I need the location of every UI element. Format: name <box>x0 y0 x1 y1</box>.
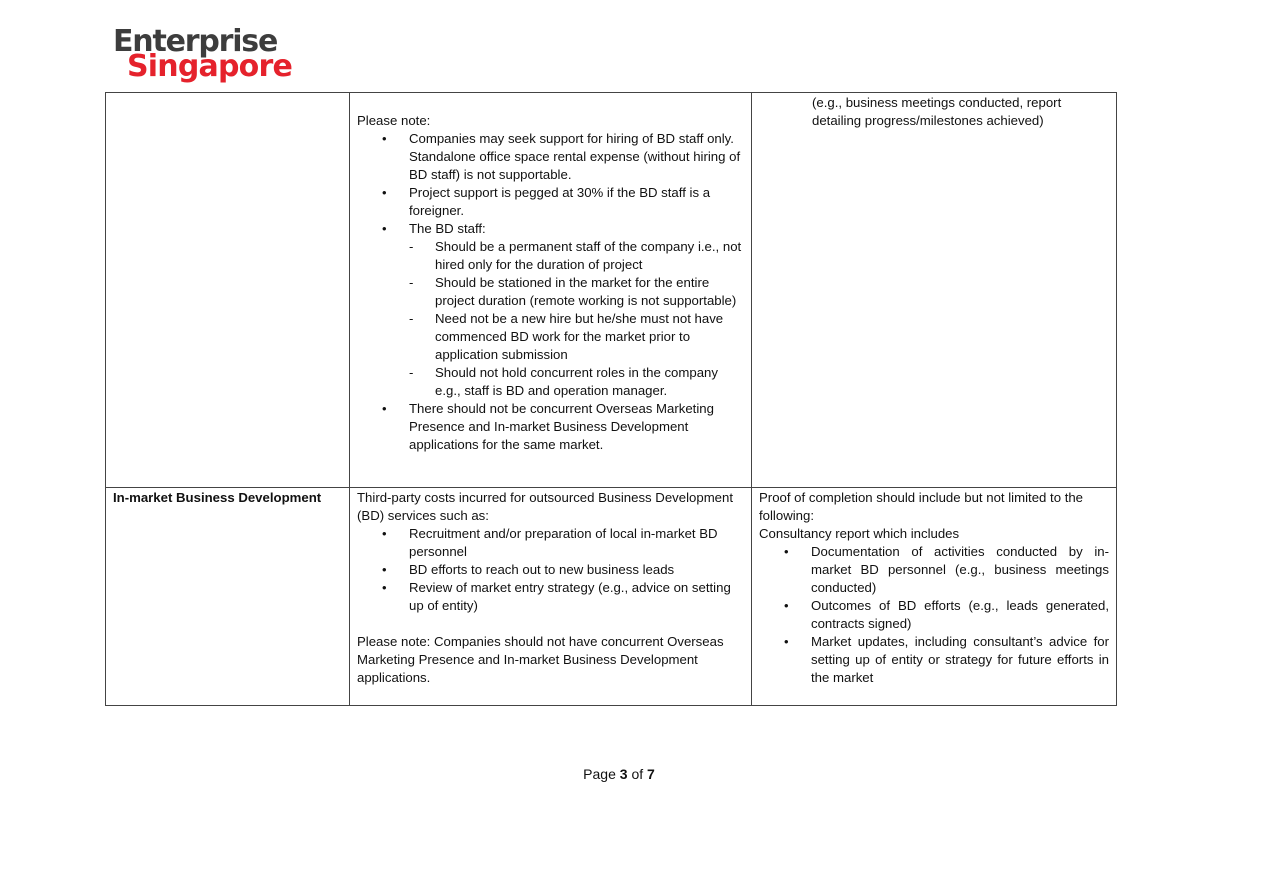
row-label-cell <box>106 93 350 488</box>
bd-staff-label: The BD staff: <box>409 221 486 236</box>
list-item: • Companies may seek support for hiring of BD staff only. Standalone office space rental expense (without hiring of BD staff) is not supportable. <box>357 130 744 184</box>
enterprise-singapore-logo <box>113 24 292 84</box>
support-table <box>105 92 1117 706</box>
table-row-in-market-bd <box>106 488 1117 706</box>
list-item: • BD efforts to reach out to new business leads <box>357 561 744 579</box>
supportable-costs-cell <box>350 488 752 706</box>
page-number <box>0 766 1238 782</box>
list-item: • Documentation of activities conducted by in-market BD personnel (e.g., business meetings conducted) <box>759 543 1109 597</box>
proof-sub-intro: Consultancy report which includes <box>759 526 960 541</box>
row-label-cell <box>106 488 350 706</box>
logo-line-singapore: Singapore <box>127 49 292 84</box>
supportable-costs-cell <box>350 93 752 488</box>
page-of: of <box>627 766 648 782</box>
total-pages: 7 <box>647 766 655 782</box>
proof-bullets <box>759 543 1109 687</box>
bd-staff-requirements <box>409 238 744 400</box>
proof-of-completion-cell <box>752 93 1117 488</box>
support-bullets <box>357 525 744 615</box>
list-item: - Need not be a new hire but he/she must not have commenced BD work for the market prior to application submission <box>409 310 744 364</box>
support-intro: Third-party costs incurred for outsourced Business Development (BD) services such as: <box>357 490 734 523</box>
list-item: - Should be a permanent staff of the company i.e., not hired only for the duration of project <box>409 238 744 274</box>
row-label: In-market Business Development <box>113 490 322 505</box>
list-item <box>357 220 744 400</box>
page-prefix: Page <box>583 766 620 782</box>
note-title: Please note: <box>357 113 431 128</box>
proof-intro: Proof of completion should include but not limited to the following: <box>759 490 1084 523</box>
support-note: Please note: Companies should not have concurrent Overseas Marketing Presence and In-market Business Development applications. <box>357 634 724 685</box>
list-item: • Recruitment and/or preparation of local in-market BD personnel <box>357 525 744 561</box>
list-item: • There should not be concurrent Overseas Marketing Presence and In-market Business Development applications for the same market. <box>357 400 744 454</box>
list-item: • Project support is pegged at 30% if the BD staff is a foreigner. <box>357 184 744 220</box>
list-item: • Market updates, including consultant’s advice for setting up of entity or strategy for future efforts in the market <box>759 633 1109 687</box>
table-row-overseas-marketing-continued <box>106 93 1117 488</box>
proof-of-completion-cell <box>752 488 1117 706</box>
list-item: • Outcomes of BD efforts (e.g., leads generated, contracts signed) <box>759 597 1109 633</box>
list-item: • Review of market entry strategy (e.g., advice on setting up of entity) <box>357 579 744 615</box>
note-bullets <box>357 130 744 454</box>
logo-line-enterprise: Enterprise <box>113 24 278 59</box>
list-item: - Should not hold concurrent roles in the company e.g., staff is BD and operation manager. <box>409 364 744 400</box>
current-page: 3 <box>619 766 628 782</box>
list-item: - Should be stationed in the market for the entire project duration (remote working is not supportable) <box>409 274 744 310</box>
proof-continuation: (e.g., business meetings conducted, report detailing progress/milestones achieved) <box>812 95 1062 128</box>
